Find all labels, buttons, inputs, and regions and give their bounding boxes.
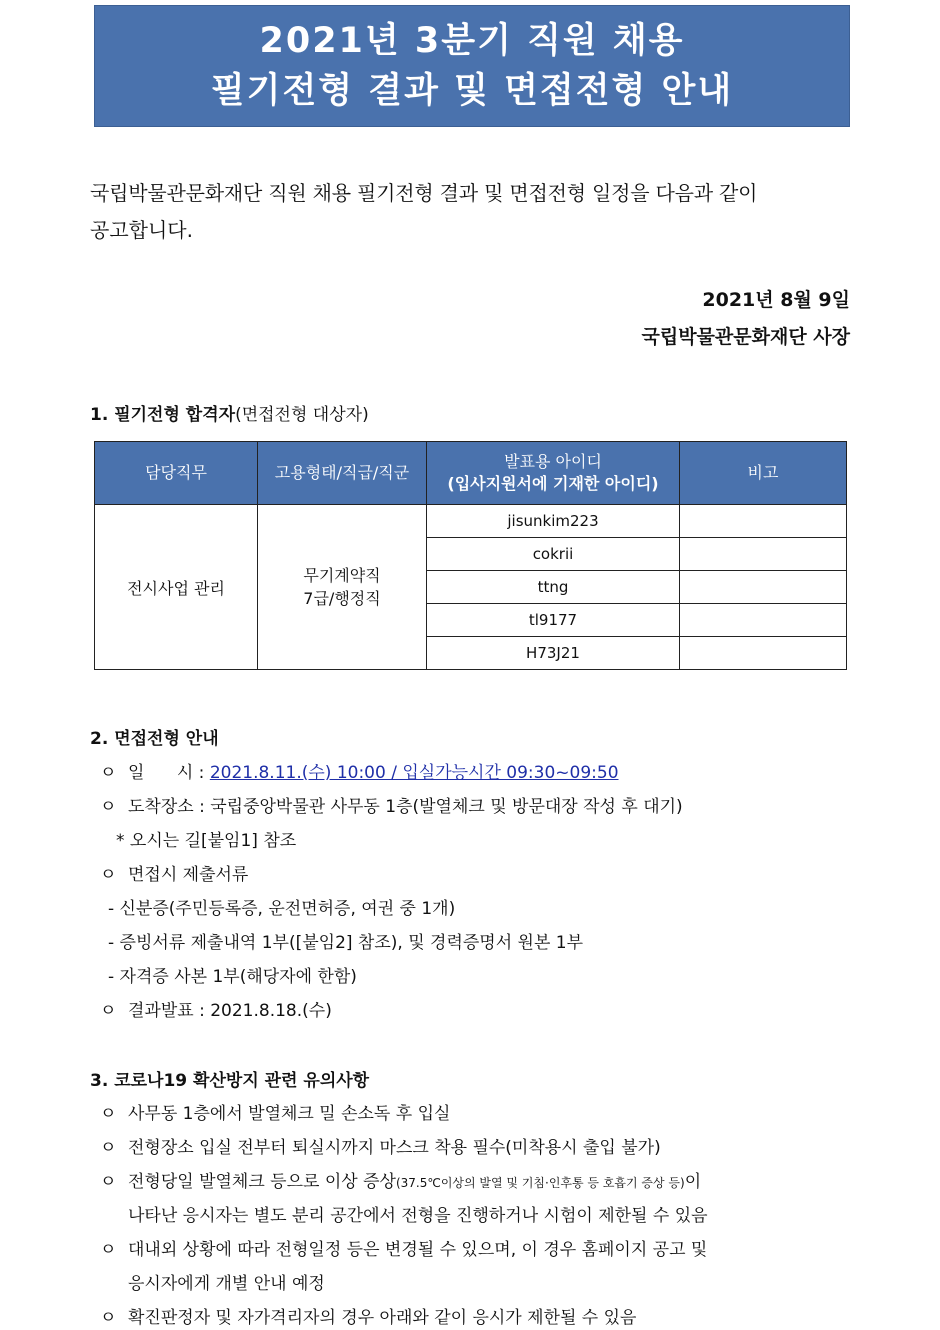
intro-line-2: 공고합니다. [90, 218, 193, 242]
bullet-icon: ㅇ [100, 865, 117, 885]
note-cell [680, 604, 847, 637]
note-cell [680, 505, 847, 538]
note-cell [680, 571, 847, 604]
bullet-icon: ㅇ [100, 1172, 117, 1192]
job-cell: 전시사업 관리 [95, 505, 258, 670]
covid-item-5 [100, 1303, 636, 1328]
table-header-row [95, 442, 847, 505]
col-header-id-line2: (입사지원서에 기재한 아이디) [447, 474, 659, 493]
doc-item-3: - 자격증 사본 1부(해당자에 한함) [108, 967, 357, 987]
intro-paragraph [90, 175, 848, 249]
covid-item-1-text: 사무동 1층에서 발열체크 밀 손소독 후 입실 [128, 1104, 451, 1124]
col-header-id-line1: 발표용 아이디 [504, 452, 602, 471]
covid-item-3-text-a: 전형당일 발열체크 등으로 이상 증상 [128, 1172, 396, 1192]
id-cell: ttng [427, 571, 680, 604]
section2-heading: 2. 면접전형 안내 [90, 729, 219, 749]
col-header-note: 비고 [680, 442, 847, 505]
place-text: 도착장소 : 국립중앙박물관 사무동 1층(발열체크 및 방문대장 작성 후 대기) [128, 797, 683, 817]
covid-item-1 [100, 1099, 450, 1124]
results-table [94, 441, 847, 670]
covid-item-2 [100, 1133, 661, 1158]
covid-item-3-text-b: 이 [684, 1172, 702, 1192]
documents-line [100, 860, 248, 885]
col-header-job: 담당직무 [95, 442, 258, 505]
bullet-icon: ㅇ [100, 1138, 117, 1158]
covid-item-4-cont: 응시자에게 개별 안내 예정 [128, 1274, 325, 1294]
id-cell: cokrii [427, 538, 680, 571]
doc-item-1: - 신분증(주민등록증, 운전면허증, 여권 중 1개) [108, 899, 456, 919]
note-cell [680, 538, 847, 571]
covid-item-3-small: (37.5℃이상의 발열 및 기침·인후통 등 호흡기 증상 등) [395, 1176, 685, 1190]
type-line-1: 무기계약직 [303, 566, 381, 585]
section1-heading [90, 400, 369, 425]
schedule-value: 2021.8.11.(수) 10:00 / 입실가능시간 09:30~09:50 [209, 763, 619, 783]
type-cell [258, 505, 427, 670]
place-line [100, 792, 683, 817]
doc-item-2: - 증빙서류 제출내역 1부([붙임2] 참조), 및 경력증명서 원본 1부 [108, 933, 584, 953]
documents-text: 면접시 제출서류 [128, 865, 249, 885]
title-banner [94, 5, 850, 127]
note-cell [680, 637, 847, 670]
section1-heading-bold: 1. 필기전형 합격자 [90, 405, 236, 425]
bullet-icon: ㅇ [100, 1001, 117, 1021]
directions-line: * 오시는 길[붙임1] 참조 [116, 831, 297, 851]
schedule-line [100, 758, 619, 783]
covid-item-4-text: 대내외 상황에 따라 전형일정 등은 변경될 수 있으며, 이 경우 홈페이지 공고 및 [128, 1240, 708, 1260]
bullet-icon: ㅇ [100, 1308, 117, 1328]
title-line-1: 2021년 3분기 직원 채용 [259, 21, 685, 61]
id-cell: H73J21 [427, 637, 680, 670]
section3-heading: 3. 코로나19 확산방지 관련 유의사항 [90, 1071, 370, 1091]
id-cell: tl9177 [427, 604, 680, 637]
bullet-icon: ㅇ [100, 1104, 117, 1124]
result-line [100, 996, 332, 1021]
issuer-name: 국립박물관문화재단 사장 [641, 326, 850, 348]
table-row [95, 505, 847, 538]
col-header-id [427, 442, 680, 505]
section1-heading-rest: (면접전형 대상자) [235, 405, 369, 425]
bullet-icon: ㅇ [100, 797, 117, 817]
schedule-label: 일 시 : [128, 763, 205, 783]
covid-item-3-cont: 나타난 응시자는 별도 분리 공간에서 전형을 진행하거나 시험이 제한될 수 있음 [128, 1206, 708, 1226]
col-header-type: 고용형태/직급/직군 [258, 442, 427, 505]
covid-item-3 [100, 1167, 701, 1192]
id-cell: jisunkim223 [427, 505, 680, 538]
intro-line-1: 국립박물관문화재단 직원 채용 필기전형 결과 및 면접전형 일정을 다음과 같이 [90, 181, 758, 205]
bullet-icon: ㅇ [100, 1240, 117, 1260]
covid-item-2-text: 전형장소 입실 전부터 퇴실시까지 마스크 착용 필수(미착용시 출입 불가) [128, 1138, 661, 1158]
title-line-2: 필기전형 결과 및 면접전형 안내 [210, 71, 734, 111]
covid-item-5-text: 확진판정자 및 자가격리자의 경우 아래와 같이 응시가 제한될 수 있음 [128, 1308, 637, 1328]
announcement-date: 2021년 8월 9일 [702, 289, 850, 311]
bullet-icon: ㅇ [100, 763, 117, 783]
result-text: 결과발표 : 2021.8.18.(수) [128, 1001, 332, 1021]
covid-item-4 [100, 1235, 707, 1260]
type-line-2: 7급/행정직 [303, 589, 381, 608]
